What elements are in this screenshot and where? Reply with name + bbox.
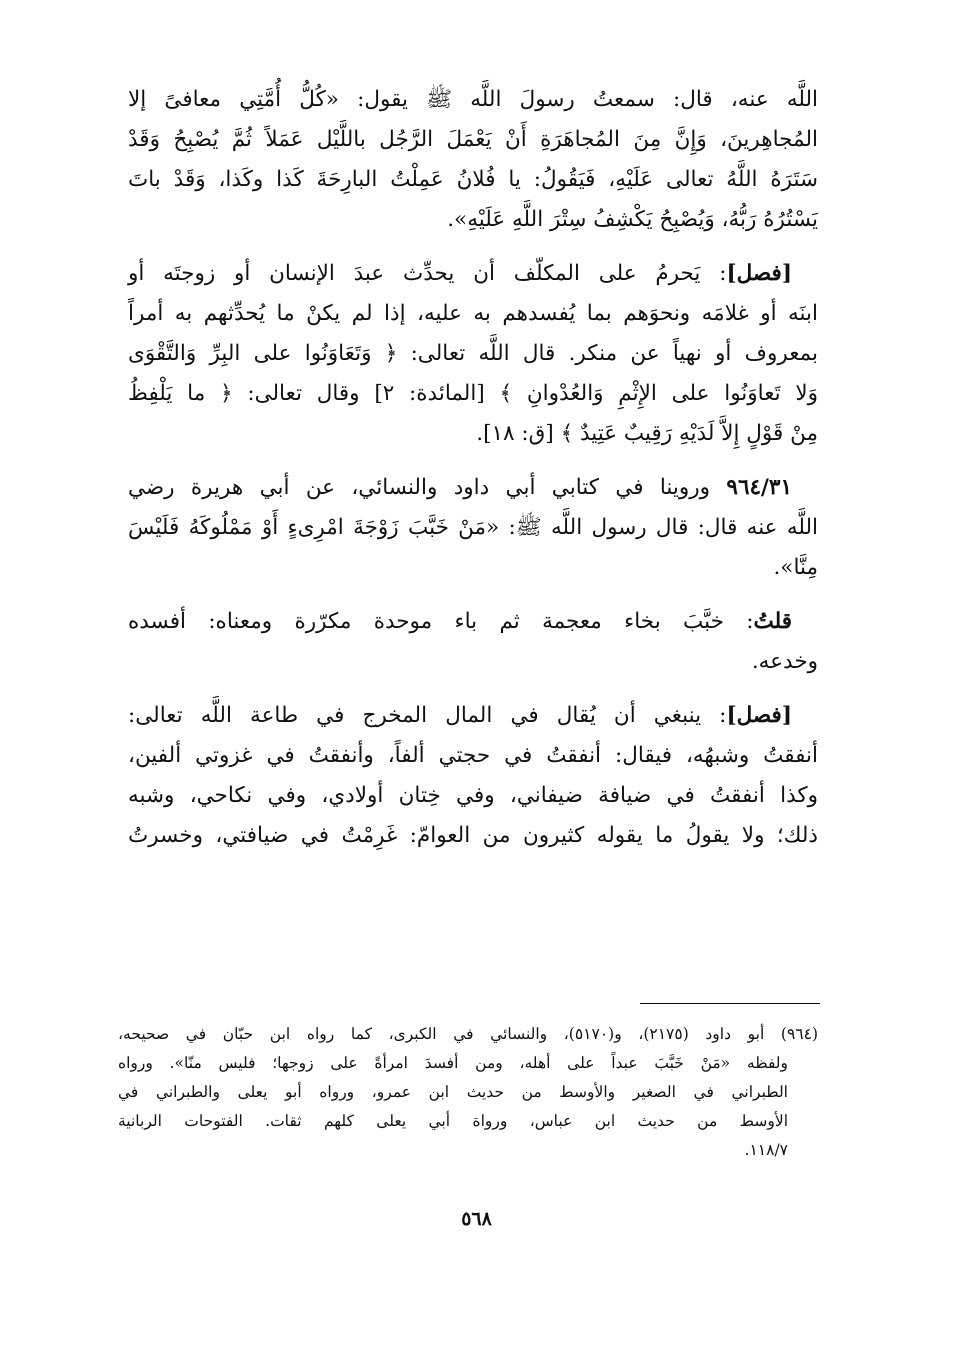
text-fragment: ١١٨/٧. [744, 1141, 788, 1159]
text-line: يَسْتُرُهُ رَبُّهُ، وَيُصْبِحُ يَكْشِفُ سِتْرَ اللَّهِ عَلَيْهِ». [447, 207, 818, 232]
text-line-first [128, 696, 818, 736]
section-label: [فصل] [726, 261, 792, 286]
text-line: أنفقتُ وشبهُه، فيقال: أنفقتُ في حجتي ألفاً، وأنفقتُ في غزوتي ألفين، [128, 743, 818, 768]
text-fragment: الطبراني في الصغير والأوسط من حديث ابن عمرو، ورواه أبو يعلى والطبراني في [118, 1083, 788, 1101]
footnote-line [118, 1136, 818, 1165]
text-line: اللَّه عنه، قال: سمعتُ رسولَ اللَّه ﷺ يقول: «كُلُّ أُمَّتِي معافىً إلا [128, 87, 818, 112]
paragraph-fasl-2 [128, 696, 818, 856]
footnote-line [118, 1107, 818, 1136]
text-line: مِنْ قَوْلٍ إِلاَّ لَدَيْهِ رَقِيبٌ عَتِيدٌ ﴾ [ق: ١٨]. [476, 421, 818, 446]
footnote-block [118, 1020, 818, 1165]
text-line: بمعروف أو نهياً عن منكر. قال اللَّه تعالى: ﴿ وَتَعَاوَنُوا على البِرِّ وَالتَّقْوَى [128, 341, 818, 366]
text-line: ابنَه أو غلامَه ونحوَهم بما يُفسدهم به عليه، إذا لم يكنْ ما يُحدِّثهم به أمراً [128, 301, 818, 326]
text-line: وكذا أنفقتُ في ضيافة ضيفاني، وفي خِتان أولادي، وفي نكاحي، وشبه [128, 783, 818, 808]
text-line: وَلا تَعاوَنُوا على الإِثْمِ وَالعُدْوانِ ﴾ [المائدة: ٢] وقال تعالى: ﴿ ما يَلْفِظُ [128, 381, 818, 406]
page-body [128, 80, 818, 870]
hadith-number: ٩٦٤/٣١ [726, 475, 792, 500]
text-fragment: الأوسط من حديث ابن عباس، ورواة أبي يعلى كلهم ثقات. الفتوحات الربانية [118, 1112, 788, 1130]
text-fragment: : يَحرمُ على المكلّف أن يحدِّث عبدَ الإنسان أو زوجتَه أو [128, 261, 727, 286]
paragraph-fasl-1 [128, 254, 818, 454]
paragraph-qultu [128, 602, 818, 682]
text-line: وخدعه. [751, 649, 818, 674]
text-line: سَتَرَهُ اللَّهُ تعالى عَلَيْهِ، فَيَقُولُ: يا فُلانُ عَمِلْتُ البارِحَةَ كَذا وكَذا، وَقَدْ باتَ [128, 167, 818, 192]
text-line: اللَّه عنه قال: قال رسول اللَّه ﷺ: «مَنْ خَبَّبَ زَوْجَةَ امْرِىءٍ أَوْ مَمْلُوكَهُ فَلَيْسَ [128, 515, 818, 540]
footnote-line: (٩٦٤) أبو داود (٢١٧٥)، و(٥١٧٠)، والنسائي في الكبرى، كما رواه ابن حبّان في صحيحه، [118, 1025, 818, 1043]
text-line: المُجاهِرينَ، وَإِنَّ مِنَ المُجاهَرَةِ أَنْ يَعْمَلَ الرَّجُل باللَّيْل عَمَلاً ثُمَّ يُصْبِحُ وَقَدْ [128, 127, 818, 152]
text-line-first [128, 468, 818, 508]
paragraph-hadith-continuation [128, 80, 818, 240]
page-number: ٥٦٨ [461, 1208, 492, 1230]
paragraph-hadith-964 [128, 468, 818, 588]
text-fragment: : خبَّبَ بخاء معجمة ثم باء موحدة مكرّرة ومعناه: أفسده [128, 609, 754, 634]
section-label: [فصل] [726, 703, 792, 728]
footnote-divider [640, 1003, 820, 1004]
footnote-line [118, 1049, 818, 1078]
section-label: قلتُ [753, 609, 792, 634]
text-fragment: وروينا في كتابي أبي داود والنسائي، عن أبي هريرة رضي [128, 475, 727, 500]
text-line-first [128, 602, 818, 642]
text-line: مِنَّا». [773, 555, 818, 580]
footnote-line [118, 1078, 818, 1107]
text-fragment: ولفظه «مَنْ خَبَّبَ عبداً على أهله، ومن أفسدَ امرأةً على زوجها؛ فليس منّا». ورواه [118, 1054, 788, 1072]
text-line: ذلك؛ ولا يقولُ ما يقوله كثيرون من العوامّ: غَرِمْتُ في ضيافتي، وخسرتُ [128, 823, 818, 848]
text-fragment: : ينبغي أن يُقال في المال المخرج في طاعة اللَّه تعالى: [128, 703, 727, 728]
text-line-first [128, 254, 818, 294]
